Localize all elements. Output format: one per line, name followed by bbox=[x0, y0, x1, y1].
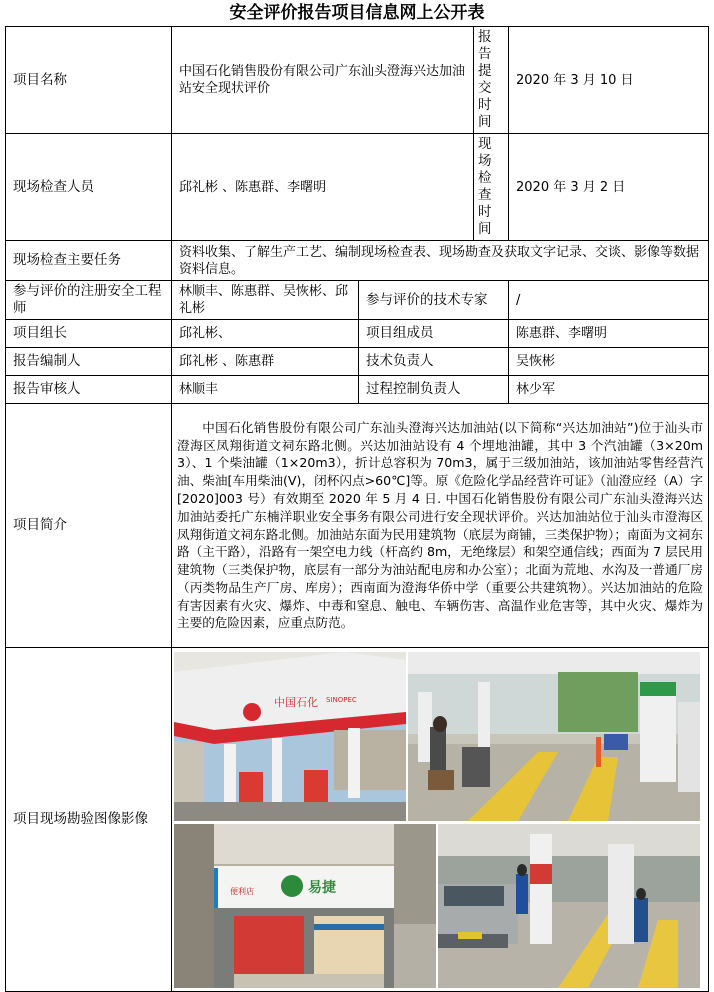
inspection-time-label: 现场检查时间 bbox=[474, 134, 509, 241]
photo-grid bbox=[174, 652, 700, 988]
leader-value: 邱礼彬、 bbox=[172, 320, 359, 348]
store-name: 易捷 bbox=[308, 879, 336, 896]
photos-label: 项目现场勘验图像影像 bbox=[6, 648, 172, 992]
row-inspectors bbox=[6, 134, 709, 241]
canopy-brand: 中国石化 bbox=[274, 695, 318, 709]
experts-value: / bbox=[509, 281, 709, 320]
tech-lead-value: 吴恢彬 bbox=[509, 348, 709, 376]
row-project-name bbox=[6, 27, 709, 134]
experts-label: 参与评价的技术专家 bbox=[359, 281, 509, 320]
project-name-value: 中国石化销售股份有限公司广东汕头澄海兴达加油站安全现状评价 bbox=[172, 27, 474, 134]
compiler-value: 邱礼彬 、陈惠群 bbox=[172, 348, 359, 376]
intro-label: 项目简介 bbox=[6, 404, 172, 648]
compiler-label: 报告编制人 bbox=[6, 348, 172, 376]
reviewer-label: 报告审核人 bbox=[6, 376, 172, 404]
engineers-value: 林顺丰、陈惠群、吴恢彬、邱礼彬 bbox=[172, 281, 359, 320]
intro-text: 中国石化销售股份有限公司广东汕头澄海兴达加油站(以下简称“兴达加油站”)位于汕头市澄海区凤翔街道文祠东路北侧。兴达加油站设有 4 个埋地油罐，其中 3 个汽油罐（3×20m3）、1 个柴油罐（1×20m3），折计总容积为 70m3，属于三级加油站，该加油站零售经营汽油、柴油[车用柴油(Ⅴ)，闭杯闪点>60℃]等。原《危险化学品经营许可证》（汕澄应经（A）字[2020]003 号）有效期至 2020 年 5 月 4 日. 中国石化销售股份有限公司广东汕头澄海兴达加油站委托广东楠洋职业安全事务有限公司进行安全现状评价。兴达加油站位于汕头市澄海区凤翔街道文祠东路北侧。加油站东面为民用建筑物（底层为商铺，三类保护物）；南面为文祠东路（主干路），沿路有一架空电力线（杆高约 8m，无绝缘层）和架空通信线；西面为 7 层民用建筑物（三类保护物，底层有一部分为油站配电房和办公室）；北面为荒地、水沟及一普通厂房（丙类物品生产厂房、库房）；西南面为澄海华侨中学（重要公共建筑物）。兴达加油站的危险有害因素有火灾、爆炸、中毒和窒息、触电、车辆伤害、高温作业危害等，其中火灾、爆炸为主要的危险因素，应重点防范。 bbox=[172, 404, 709, 648]
tasks-value: 资料收集、了解生产工艺、编制现场检查表、现场勘查及获取文字记录、交谈、影像等数据资料信息。 bbox=[172, 241, 709, 281]
row-intro bbox=[6, 404, 709, 648]
row-photos bbox=[6, 648, 709, 992]
engineers-label: 参与评价的注册安全工程师 bbox=[6, 281, 172, 320]
row-compile bbox=[6, 348, 709, 376]
process-control-label: 过程控制负责人 bbox=[359, 376, 509, 404]
page-title: 安全评价报告项目信息网上公开表 bbox=[229, 3, 485, 23]
inspectors-label: 现场检查人员 bbox=[6, 134, 172, 241]
store-sub: 便利店 bbox=[230, 886, 254, 896]
row-review bbox=[6, 376, 709, 404]
row-team bbox=[6, 320, 709, 348]
photo-pump-island bbox=[408, 652, 700, 821]
row-tasks bbox=[6, 241, 709, 281]
leader-label: 项目组长 bbox=[6, 320, 172, 348]
submit-time-label: 报告提交时间 bbox=[474, 27, 509, 134]
tech-lead-label: 技术负责人 bbox=[359, 348, 509, 376]
reviewer-value: 林顺丰 bbox=[172, 376, 359, 404]
members-label: 项目组成员 bbox=[359, 320, 509, 348]
canopy-brand-en: SINOPEC bbox=[326, 695, 357, 704]
row-engineers bbox=[6, 281, 709, 320]
inspection-time-value: 2020 年 3 月 2 日 bbox=[509, 134, 709, 241]
members-value: 陈惠群、李曙明 bbox=[509, 320, 709, 348]
project-name-label: 项目名称 bbox=[6, 27, 172, 134]
submit-time-value: 2020 年 3 月 10 日 bbox=[509, 27, 709, 134]
process-control-value: 林少军 bbox=[509, 376, 709, 404]
photo-store bbox=[174, 824, 436, 988]
photos-cell bbox=[172, 648, 709, 992]
inspectors-value: 邱礼彬 、陈惠群、李曙明 bbox=[172, 134, 474, 241]
photo-canopy bbox=[174, 652, 406, 821]
tasks-label: 现场检查主要任务 bbox=[6, 241, 172, 281]
photo-refueling bbox=[438, 824, 700, 988]
info-table bbox=[5, 26, 709, 992]
